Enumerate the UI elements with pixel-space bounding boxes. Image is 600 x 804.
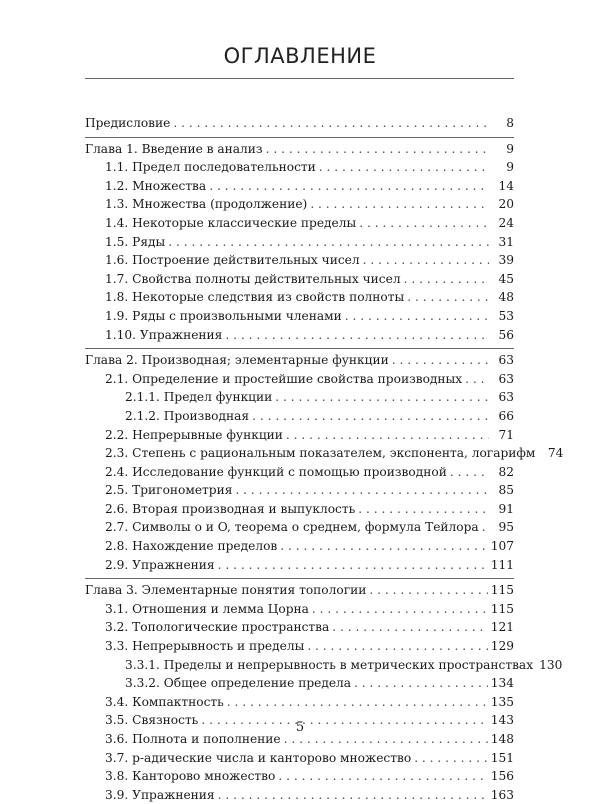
toc-entry-title: Глава 3. Элементарные понятия топологии — [85, 583, 367, 598]
toc-entry-page: 151 — [490, 750, 514, 765]
toc-entry-page: 56 — [498, 327, 514, 342]
toc-entry-page: 91 — [498, 501, 514, 516]
toc-leader-dots — [345, 307, 489, 326]
toc-leader-dots — [227, 693, 488, 712]
toc-leader-dots — [225, 326, 489, 345]
toc-entry-title: 2.3. Степень с рациональным показателем, экспонента, логарифм — [105, 446, 536, 461]
toc-section-entry[interactable] — [85, 767, 514, 786]
toc-entry-title: Предисловие — [85, 116, 171, 130]
toc-entry-page: 148 — [490, 732, 514, 746]
toc-leader-dots — [332, 618, 487, 637]
toc-entry-title: 3.5. Связность — [105, 713, 199, 728]
toc-chapter-entry[interactable] — [85, 581, 514, 600]
toc-entry-title: 2.2. Непрерывные функции — [105, 427, 283, 442]
toc-leader-dots — [168, 233, 489, 252]
toc-entry-title: 3.3.2. Общее определение предела — [125, 676, 352, 691]
toc-section-entry[interactable] — [85, 556, 514, 575]
section-divider — [85, 578, 514, 579]
toc-entry-page: 48 — [498, 290, 514, 305]
toc-leader-dots — [307, 637, 487, 656]
toc-entry-page: 130 — [539, 657, 563, 672]
toc-entry-page: 39 — [498, 253, 514, 268]
toc-entry-title: 1.4. Некоторые классические пределы — [105, 215, 357, 230]
toc-entry-page: 74 — [547, 446, 564, 461]
toc-entry-page: 9 — [506, 160, 514, 175]
toc-entry-page: 45 — [498, 271, 514, 286]
toc-entry-page: 20 — [498, 197, 514, 212]
toc-entry-page: 135 — [490, 694, 514, 709]
toc-entry-page: 134 — [490, 676, 514, 691]
toc-chapter-entry[interactable] — [85, 114, 514, 133]
toc-entry-page: 85 — [498, 483, 514, 498]
toc-leader-dots — [310, 195, 489, 214]
toc-section-entry[interactable] — [85, 637, 514, 656]
toc-entry-title: 3.3. Непрерывность и пределы — [105, 639, 305, 654]
title-divider — [85, 78, 514, 79]
toc-entry-title: 3.1. Отношения и лемма Цорна — [105, 601, 309, 616]
toc-entry-page: 53 — [498, 308, 514, 323]
toc-entry-title: 2.1.2. Производная — [125, 408, 250, 423]
toc-section-entry[interactable] — [85, 518, 514, 537]
toc-entry-title: 1.5. Ряды — [105, 234, 166, 249]
toc-leader-dots — [312, 600, 488, 619]
toc-leader-dots — [278, 767, 487, 786]
toc-section-entry[interactable] — [85, 600, 514, 619]
toc-entry-page: 63 — [498, 390, 514, 405]
toc-entry-page: 63 — [498, 353, 514, 368]
toc-section-entry[interactable] — [85, 426, 514, 445]
toc-section-entry[interactable] — [85, 288, 514, 307]
toc-subsection-entry[interactable] — [85, 656, 563, 675]
toc-section-entry[interactable] — [85, 307, 514, 326]
toc-entry-title: 3.7. p-адические числа и канторово множество — [105, 750, 412, 765]
toc-section-entry[interactable] — [85, 749, 514, 768]
toc-entry-title: 2.4. Исследование функций с помощью производной — [105, 464, 447, 479]
toc-entry-page: 129 — [490, 639, 514, 654]
toc-entry-title: 1.10. Упражнения — [105, 327, 223, 342]
toc-entry-page: 66 — [498, 408, 514, 423]
toc-section-entry[interactable] — [85, 326, 514, 345]
toc-entry-title: 3.9. Упражнения — [105, 787, 215, 802]
toc-leader-dots — [392, 351, 489, 370]
toc-entry-title: 3.3.1. Пределы и непрерывность в метрических пространствах — [125, 657, 534, 672]
toc-entry-page: 82 — [498, 464, 514, 479]
toc-chapter-entry[interactable] — [85, 351, 514, 370]
toc-entry-title: 3.6. Полнота и пополнение — [105, 732, 281, 746]
toc-entry-title: 2.1.1. Предел функции — [125, 390, 273, 405]
toc-leader-dots — [275, 388, 489, 407]
page-number: 5 — [295, 720, 305, 735]
toc-entry-page: 9 — [506, 141, 514, 156]
toc-leader-dots — [218, 556, 488, 575]
toc-leader-dots — [319, 158, 489, 177]
toc-entry-page: 63 — [498, 371, 514, 386]
toc-entry-page: 115 — [490, 601, 514, 616]
toc-entry-title: 1.7. Свойства полноты действительных чисел — [105, 271, 401, 286]
toc-leader-dots — [358, 500, 489, 519]
toc-entry-title: 1.1. Предел последовательности — [105, 160, 316, 175]
section-divider — [85, 137, 514, 138]
toc-entry-title: 3.8. Канторово множество — [105, 769, 276, 784]
toc-leader-dots — [218, 786, 488, 804]
toc-entry-page: 14 — [498, 178, 514, 193]
toc-entry-title: 1.2. Множества — [105, 178, 207, 193]
toc-entry-title: 1.9. Ряды с произвольными членами — [105, 308, 342, 323]
toc-section-entry[interactable] — [85, 177, 514, 196]
toc-entry-title: 3.4. Компактность — [105, 694, 224, 709]
toc-entry-page: 115 — [490, 583, 514, 598]
toc-entry-title: 3.2. Топологические пространства — [105, 620, 330, 635]
toc-section-entry[interactable] — [85, 500, 514, 519]
toc-leader-dots — [354, 674, 488, 693]
toc-leader-dots — [414, 749, 488, 768]
toc-section-entry[interactable] — [85, 233, 514, 252]
toc-entry-page: 71 — [498, 427, 514, 442]
toc-leader-dots — [209, 177, 489, 196]
toc-leader-dots — [173, 114, 489, 133]
toc-entry-title: 2.7. Символы o и O, теорема о среднем, формула Тейлора — [105, 520, 479, 535]
toc-entry-title: 1.8. Некоторые следствия из свойств полноты — [105, 290, 405, 305]
toc-entry-page: 31 — [498, 234, 514, 249]
toc-entry-page: 107 — [490, 539, 514, 554]
toc-entry-title: 2.8. Нахождение пределов — [105, 539, 278, 554]
toc-entry-title: 2.9. Упражнения — [105, 557, 215, 572]
toc-entry-title: Глава 1. Введение в анализ — [85, 141, 263, 156]
toc-leader-dots — [359, 214, 489, 233]
toc-leader-dots — [363, 251, 489, 270]
toc-entry-title: 2.5. Тригонометрия — [105, 483, 233, 498]
toc-section-entry[interactable] — [85, 251, 514, 270]
toc-entry-page: 95 — [498, 520, 514, 535]
toc-entry-page: 156 — [490, 769, 514, 784]
toc-section-entry[interactable] — [85, 786, 514, 804]
toc-section-entry[interactable] — [85, 158, 514, 177]
toc-entry-title: 2.6. Вторая производная и выпуклость — [105, 501, 356, 516]
toc-leader-dots — [369, 581, 487, 600]
toc-leader-dots — [404, 270, 489, 289]
toc-subsection-entry[interactable] — [85, 674, 514, 693]
toc-leader-dots — [482, 518, 489, 537]
toc-entry-page: 121 — [490, 620, 514, 635]
toc-subsection-entry[interactable] — [85, 388, 514, 407]
toc-entry-page: 111 — [490, 557, 514, 572]
toc-entry-title: 1.3. Множества (продолжение) — [105, 197, 308, 212]
toc-leader-dots — [465, 370, 489, 389]
toc-entry-title: 1.6. Построение действительных чисел — [105, 253, 360, 268]
toc-section-entry[interactable] — [85, 537, 514, 556]
toc-leader-dots — [280, 537, 487, 556]
toc-entry-page: 24 — [498, 215, 514, 230]
page-title: ОГЛАВЛЕНИЕ — [223, 44, 377, 68]
toc-leader-dots — [450, 463, 489, 482]
toc-section-entry[interactable] — [85, 270, 514, 289]
table-of-contents — [85, 114, 564, 804]
toc-subsection-entry[interactable] — [85, 407, 514, 426]
toc-section-entry[interactable] — [85, 195, 514, 214]
toc-entry-page: 143 — [490, 713, 514, 728]
toc-section-entry[interactable] — [85, 370, 514, 389]
toc-section-entry[interactable] — [85, 618, 514, 637]
toc-chapter-entry[interactable] — [85, 140, 514, 159]
toc-leader-dots — [235, 481, 489, 500]
toc-section-entry[interactable] — [85, 481, 514, 500]
toc-section-entry[interactable] — [85, 463, 514, 482]
toc-entry-title: Глава 2. Производная; элементарные функции — [85, 353, 389, 368]
toc-section-entry[interactable] — [85, 693, 514, 712]
toc-entry-page: 163 — [490, 787, 514, 802]
toc-entry-title: 2.1. Определение и простейшие свойства производных — [105, 371, 463, 386]
toc-leader-dots — [286, 426, 489, 445]
toc-leader-dots — [407, 288, 489, 307]
section-divider — [85, 348, 514, 349]
toc-section-entry[interactable] — [85, 444, 564, 463]
toc-entry-page: 8 — [506, 116, 514, 130]
toc-section-entry[interactable] — [85, 214, 514, 233]
toc-leader-dots — [266, 140, 489, 159]
toc-leader-dots — [252, 407, 489, 426]
